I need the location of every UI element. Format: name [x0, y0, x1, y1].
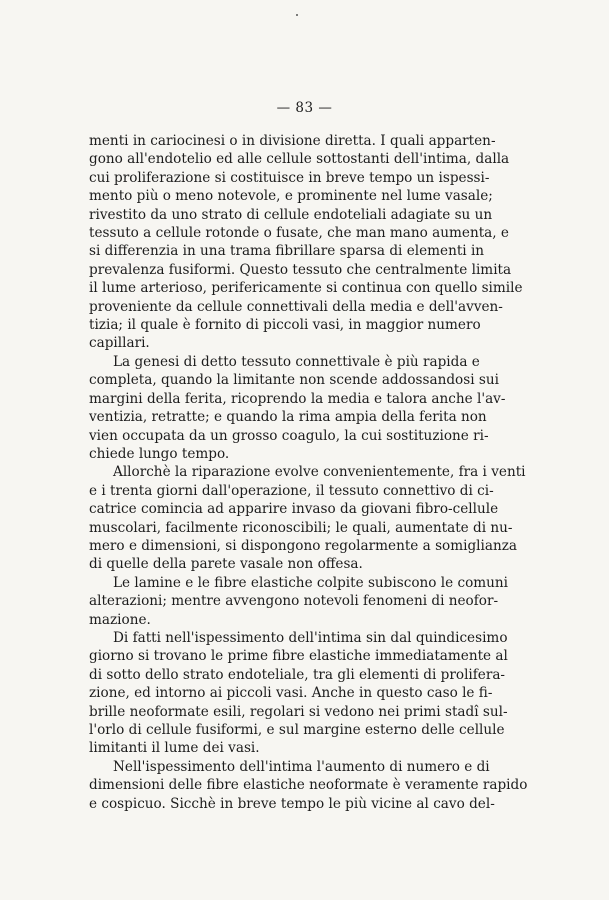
text-line: cui proliferazione si costituisce in breve tempo un ispessi-	[89, 169, 490, 186]
text-line: catrice comincia ad apparire invaso da giovani fibro-cellule	[89, 501, 499, 518]
text-line: menti in cariocinesi o in divisione diretta. I quali apparten-	[89, 133, 496, 149]
text-line: il lume arterioso, perifericamente si continua con quello simile	[89, 280, 523, 297]
print-speck	[296, 14, 298, 16]
paragraph	[89, 463, 526, 573]
text-line: mento più o meno notevole, e prominente nel lume vasale;	[89, 188, 493, 205]
text-line: Allorchè la riparazione evolve convenientemente, fra i venti	[113, 464, 526, 481]
text-line: di quelle della parete vasale non offesa.	[89, 556, 363, 573]
paragraph	[89, 132, 523, 353]
text-line: di sotto dello strato endoteliale, tra gli elementi di prolifera-	[89, 666, 506, 683]
text-line: prevalenza fusiformi. Questo tessuto che centralmente limita	[89, 261, 512, 278]
text-line: l'orlo di cellule fusiformi, e sul margine esterno delle cellule	[89, 722, 505, 738]
paragraph	[89, 629, 508, 758]
paragraph	[89, 758, 528, 813]
text-line: limitanti il lume dei vasi.	[89, 740, 260, 757]
paragraph	[89, 574, 509, 629]
text-line: gono all'endotelio ed alle cellule sottostanti dell'intima, dalla	[89, 151, 510, 168]
text-line: e cospicuo. Sicchè in breve tempo le più vicine al cavo del-	[89, 795, 495, 812]
text-line: vien occupata da un grosso coagulo, la cui sostituzione ri-	[89, 427, 489, 444]
text-line: completa, quando la limitante non scende addossandosi sui	[89, 372, 499, 389]
text-line: dimensioni delle fibre elastiche neoformate è veramente rapido	[89, 777, 528, 794]
text-line: brille neoformate esili, regolari si vedono nei primi stadî sul-	[89, 703, 508, 720]
page-number: — 83 —	[276, 100, 333, 116]
text-line: Nell'ispessimento dell'intima l'aumento di numero e di	[113, 758, 490, 775]
text-line: giorno si trovano le prime fibre elastiche immediatamente al	[89, 648, 508, 665]
text-line: proveniente da cellule connettivali della media e dell'avven-	[89, 298, 503, 315]
text-line: tessuto a cellule rotonde o fusate, che man mano aumenta, e	[89, 225, 509, 242]
text-line: zione, ed intorno ai piccoli vasi. Anche in questo caso le fi-	[89, 685, 493, 702]
text-line: alterazioni; mentre avvengono notevoli fenomeni di neofor-	[89, 593, 499, 610]
text-line: si differenzia in una trama fibrillare sparsa di elementi in	[89, 243, 485, 260]
body-text	[89, 132, 528, 813]
text-line: rivestito da uno strato di cellule endoteliali adagiate su un	[89, 206, 493, 223]
text-line: ventizia, retratte; e quando la rima ampia della ferita non	[89, 409, 487, 426]
paragraph	[89, 353, 506, 463]
text-line: Le lamine e le fibre elastiche colpite subiscono le comuni	[113, 574, 509, 591]
text-line: mazione.	[89, 611, 151, 628]
text-line: muscolari, facilmente riconoscibili; le quali, aumentate di nu-	[89, 519, 513, 536]
text-line: Di fatti nell'ispessimento dell'intima sin dal quindicesimo	[113, 629, 508, 646]
text-line: chiede lungo tempo.	[89, 445, 230, 462]
text-line: margini della ferita, ricoprendo la media e talora anche l'av-	[89, 390, 506, 407]
text-line: mero e dimensioni, si dispongono regolarmente a somiglianza	[89, 537, 517, 554]
text-line: tizia; il quale è fornito di piccoli vasi, in maggior numero	[89, 317, 481, 334]
text-line: e i trenta giorni dall'operazione, il tessuto connettivo di ci-	[89, 482, 494, 499]
text-line: capillari.	[89, 335, 150, 352]
text-line: La genesi di detto tessuto connettivale è più rapida e	[113, 353, 480, 370]
